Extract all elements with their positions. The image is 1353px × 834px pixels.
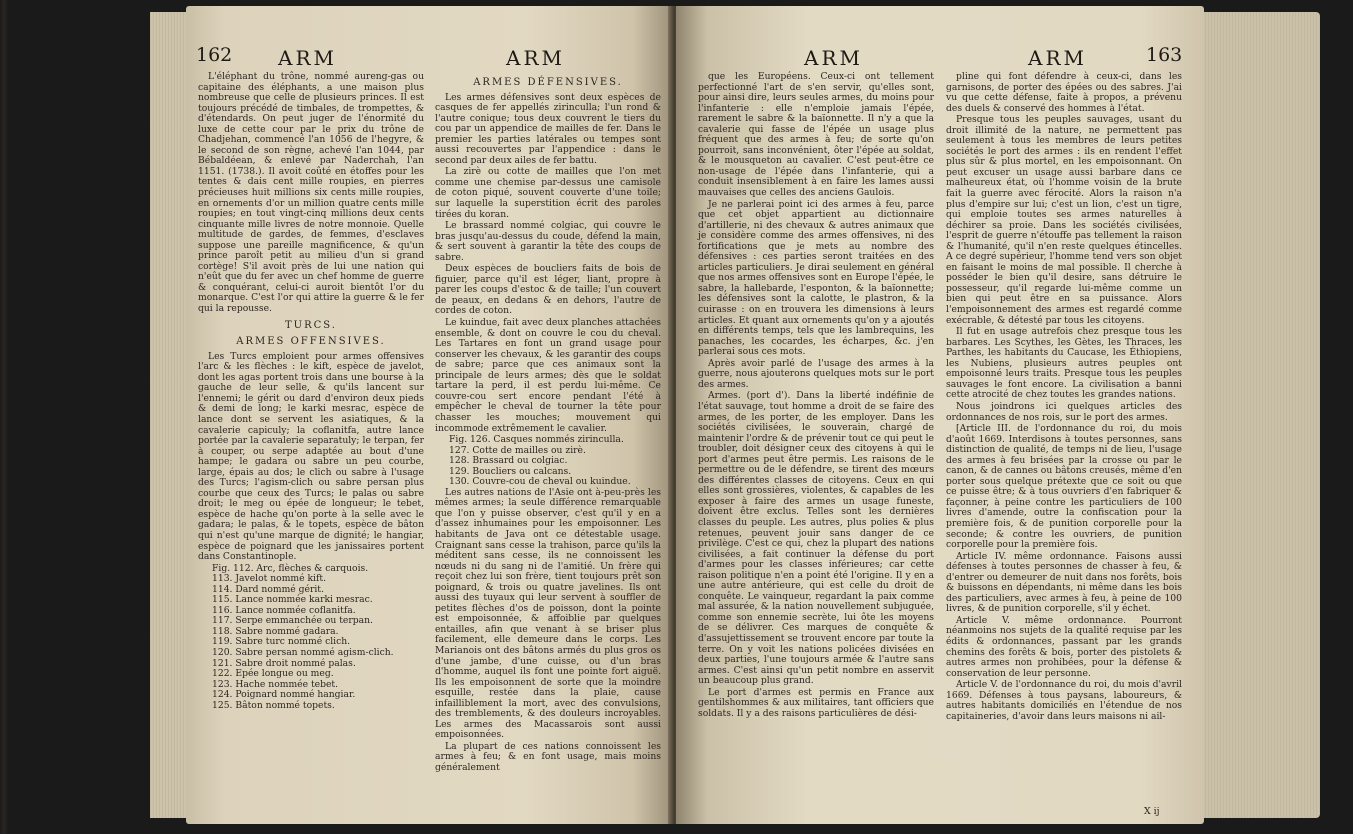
paragraph: Nous joindrons ici quelques articles des ordonnances de nos rois, sur le port des armes. <box>946 400 1182 423</box>
figure-caption: 120. Sabre persan nommé agism-clich. <box>212 646 394 658</box>
figure-caption: 122. Epée longue ou meg. <box>212 668 334 680</box>
figure-caption: 123. Hache nommée tebet. <box>212 678 339 690</box>
paragraph: Le kuindue, fait avec deux planches attachées ensemble, & dont on couvre le cou du cheval. Les Tartares en font un grand usage pour conserver les chevaux, & les garantir des coups de sabre; parce que ces animaux sont la principale de leurs armes; dès que le soldat tartare la perd, il est perdu lui-même. Ce couvre-cou sert encore pendant l'été à empêcher le cheval de tourner la tête pour chasser les mouches; mouvement qui incommode extrêmement le cavalier. <box>435 317 661 434</box>
paragraph: que les Européens. Ceux-ci ont tellement perfectionné l'art de s'en servir, qu'elles sont, pour ainsi dire, leurs seules armes, du moins pour l'infanterie : elle n'emploie jamais l'épée, rarement le sabre & la baïonnette. Il n'y a que la cavalerie qui fasse de l'épée un usage plus fréquent que des armes à feu; de sorte qu'on pourroit, sans inconvénient, ôter l'épée au soldat, & le mousqueton au cavalier. C'est peut-être ce non-usage de l'épée dans l'infanterie, qui a conduit insensiblement à en faire les lames aussi mauvaises que celles des anciens Gaulois. <box>698 71 934 199</box>
figure-caption: Fig. 112. Arc, flèches & carquois. <box>212 562 369 574</box>
figure-caption: 113. Javelot nommé kift. <box>212 573 326 585</box>
right-page-column-2 <box>946 72 1182 723</box>
figure-caption: 121. Sabre droit nommé palas. <box>212 657 356 669</box>
paragraph: Il fut en usage autrefois chez presque tous les barbares. Les Scythes, les Gètes, les Thraces, les Parthes, les habitants du Caucase, les Éthiopiens, les Nubiens, plusieurs autres peuples ont empoisonné leurs traits. Presque tous les peuples sauvages le font encore. La civilisation a banni cette atrocité de chez toutes les grandes nations. <box>946 326 1182 401</box>
paragraph: Le brassard nommé colgiac, qui couvre le bras jusqu'au-dessus du coude, défend la main, & sert souvent à garantir la tête des coups de sabre. <box>435 220 661 263</box>
right-page-edges <box>1204 12 1320 818</box>
figure-caption: 118. Sabre nommé gadara. <box>212 625 339 637</box>
running-head-left-col2: ARM <box>506 46 565 70</box>
paragraph: Article V. même ordonnance. Pourront néanmoins nos sujets de la qualité requise par les édits & ordonnances, passant par les grands chemins des forêts & bois, porter des pistolets & autres armes non prohibées, pour la défense & conservation de leur personne. <box>946 614 1182 679</box>
running-head-left: ARM <box>278 46 337 70</box>
paragraph: Je ne parlerai point ici des armes à feu, parce que cet objet appartient au dictionnaire d'artillerie, ni des chevaux & autres animaux que je considère comme des armes offensives, ni des fortifications que je mets au nombre des défensives : ces parties seront traitées en des articles particuliers. Je dirai seulement en général que nos armes offensives sont en Europe l'épée, le sabre, la hallebarde, l'esponton, & la baïonnette; les défensives sont la calotte, le plastron, & la cuirasse : on en trouvera les dimensions à leurs articles. Et quant aux ornements qu'on y a ajoutés en différents temps, tels que les lambrequins, les panaches, les cocardes, les écharpes, &c. j'en parlerai sous ces mots. <box>698 198 934 358</box>
paragraph: Après avoir parlé de l'usage des armes à la guerre, nous ajouterons quelques mots sur le port des armes. <box>698 357 934 390</box>
figure-caption: 128. Brassard ou colgiac. <box>449 455 568 467</box>
right-page <box>676 6 1204 824</box>
running-head-right: ARM <box>1028 46 1087 70</box>
paragraph: [Article III. de l'ordonnance du roi, du mois d'août 1669. Interdisons à toutes personnes, sans distinction de qualité, de temps ni de lieu, l'usage des armes à feu brisées par la crosse ou par le canon, & de cannes ou bâtons creusés, même d'en porter sous quelque prétexte que ce soit ou que ce puisse être; & à tous ouvriers d'en fabriquer & façonner, à peine contre les particuliers de 100 livres d'amende, outre la confiscation pour la première fois, & de punition corporelle pour la seconde; & contre les ouvriers, de punition corporelle pour la première fois. <box>946 423 1182 551</box>
section-heading: ARMES DÉFENSIVES. <box>473 77 623 88</box>
paragraph: Article V. de l'ordonnance du roi, du mois d'avril 1669. Défenses à tous paysans, laboureurs, & autres habitants domiciliés en l'étendue de nos capitaineries, d'avoir dans leurs maisons ni ail- <box>946 679 1182 722</box>
figure-caption: 129. Boucliers ou calcans. <box>449 465 572 477</box>
paragraph: Article IV. même ordonnance. Faisons aussi défenses à toutes personnes de chasser à feu, & d'entrer ou demeurer de nuit dans nos forêts, bois & buissons en dépendants, ni même dans les bois des particuliers, avec armes à feu, à peine de 100 livres, & de punition corporelle, s'il y échet. <box>946 550 1182 615</box>
paragraph: Presque tous les peuples sauvages, usant du droit illimité de la nature, ne permettent pas seulement à tous les membres de leurs petites sociétés le port des armes : ils en rendent l'effet plus sûr & plus mortel, en les empoisonnant. On peut excuser un usage aussi barbare dans ce malheureux état, où l'homme voisin de la brute fait la guerre avec férocité. Alors la raison n'a plus d'empire sur lui; c'est un lion, c'est un tigre, qui emploie toutes ses armes naturelles à déchirer sa proie. Dans les sociétés civilisées, l'esprit de guerre n'étouffe pas tellement la raison & l'humanité, qu'il n'en reste quelques étincelles. A ce degré supérieur, l'homme tend vers son objet en faisant le moins de mal possible. Il cherche à posséder le bien qu'il desire, sans détruire le possesseur, qu'il regarde lui-même comme un bien qui peut être en sa puissance. Alors l'empoisonnement des armes est regardé comme exécrable, & détesté par tous les citoyens. <box>946 114 1182 326</box>
paragraph: Les autres nations de l'Asie ont à-peu-près les mêmes armes; la seule différence remarquable que l'on y puisse observer, c'est qu'il y en a d'assez inhumaines pour les empoisonner. Les habitants de Java ont ce détestable usage. Craignant sans cesse la trahison, parce qu'ils la méditent sans cesse, ils ne connoissent les nœuds ni du sang ni de l'amitié. Un frère qui reçoit chez lui son frère, tient toujours prêt son poignard, & trois ou quatre javelines. Ils ont aussi des tuyaux qui leur servent à souffler de petites flèches d'os de poisson, dont la pointe est empoisonnée, & affoiblie par quelques entailles, afin que venant à se briser plus facilement, elle demeure dans le corps. Les Marianois ont des bâtons armés du plus gros os d'une jambe, d'une cuisse, ou d'un bras d'homme, auquel ils font une pointe fort aiguë. Ils les empoisonnent de sorte que la moindre esquille, restée dans la plaie, cause infailliblement la mort, avec des convulsions, des tremblements, & des douleurs incroyables. Les armes des Macassarois sont aussi empoisonnées. <box>435 486 661 741</box>
figure-caption: 125. Bâton nommé topets. <box>212 699 335 711</box>
paragraph: Les Turcs emploient pour armes offensives l'arc & les flèches : le kift, espèce de javelot, dont les agas portent trois dans une bourse à la gauche de leur selle, & qu'ils lancent sur l'ennemi; le gérit ou dard d'environ deux pieds & demi de long; le karki mesrac, espèce de lance dont se servent les asiatiques, & la cavalerie capiculy; la coflanitfa, autre lance portée par la cavalerie separatuly; le terpan, fer à couper, ou serpe adaptée au bout d'une hampe; le gadara ou sabre un peu courbe, large, épais au dos; le clich ou sabre à l'usage des Turcs; l'agism-clich ou sabre persan plus courbe que ceux des Turcs; le palas ou sabre droit; le meg ou épée de longueur; le tebet, espèce de hache qu'on porte à la selle avec le gadara; le palas, & le topets, espèce de bâton qui n'est qu'une marque de dignité; le hangiar, espèce de poignard que les janissaires portent dans Constantinople. <box>198 350 424 563</box>
signature-mark: X ij <box>1144 806 1160 817</box>
figure-caption: 114. Dard nommé gérit. <box>212 583 324 595</box>
page-number-left: 162 <box>196 44 233 66</box>
paragraph: pline qui font défendre à ceux-ci, dans les garnisons, de porter des épées ou des sabres. J'ai vu que cette défense, faite à propos, a prévenu des duels & conservé des hommes à l'état. <box>946 71 1182 114</box>
paragraph: Armes. (port d'). Dans la liberté indéfinie de l'état sauvage, tout homme a droit de se faire des armes, de les porter, de les employer. Dans les sociétés civilisées, le souverain, chargé de maintenir l'ordre & de prévenir tout ce qui peut le troubler, doit désigner ceux des citoyens à qui le port d'armes peut être permis. Les raisons de le permettre ou de le défendre, se tirent des mœurs des différentes classes de citoyens. Ceux en qui elles sont grossières, violentes, & capables de les exposer à faire des armes un usage funeste, doivent être exclus. Telles sont les dernières classes du peuple. Les autres, plus polies & plus retenues, peuvent jouir sans danger de ce privilège. C'est ce qui, chez la plupart des nations civilisées, a fait continuer la défense du port d'armes pour les classes inférieures; car cette raison politique n'en a point été l'origine. Il y en a une autre antérieure, qui est celle du droit de conquête. Le vainqueur, regardant la paix comme mal assurée, & la nation nouvellement subjuguée, comme son ennemie secrète, lui ôte les moyens de se délivrer. Ces marques de conquête & d'assujettissement se trouvent encore par toute la terre. On y voit les nations policées divisées en deux parties, l'une toujours armée & l'autre sans armes. C'est ainsi qu'un petit nombre en asservit un beaucoup plus grand. <box>698 390 934 687</box>
paragraph: La zirè ou cotte de mailles que l'on met comme une chemise par-dessus une camisole de coton piqué, souvent couverte d'une toile; sur laquelle la superstition écrit des paroles tirées du koran. <box>435 166 661 220</box>
paragraph: La plupart de ces nations connoissent les armes à feu; & en font usage, mais moins généralement <box>435 740 661 773</box>
figure-caption: 117. Serpe emmanchée ou terpan. <box>212 615 373 627</box>
paragraph: Deux espèces de boucliers faits de bois de figuier, parce qu'il est léger, liant, propre à parer les coups d'estoc & de taille; l'un couvert de peaux, en dedans & en dehors, l'autre de cordes de coton. <box>435 263 661 317</box>
section-heading: TURCS. <box>285 319 337 331</box>
figure-caption: 119. Sabre turc nommé clich. <box>212 636 351 648</box>
left-page-column-1 <box>198 72 424 711</box>
figure-caption: 115. Lance nommée karki mesrac. <box>212 594 373 606</box>
running-head-right-col1: ARM <box>804 46 863 70</box>
figure-caption: Fig. 126. Casques nommés zirinculla. <box>449 434 624 446</box>
paragraph: Le port d'armes est permis en France aux gentilshommes & aux militaires, tant officiers que soldats. Il y a des raisons particulières de dési- <box>698 686 934 719</box>
left-page <box>186 6 672 824</box>
paragraph: L'éléphant du trône, nommé aureng-gas ou capitaine des éléphants, a une maison plus nombreuse que celle de plusieurs princes. Il est toujours précédé de timbales, de trompettes, & d'étendards. On peut juger de l'énormité du luxe de cette cour par le prix du trône de Chadjehan, commencé l'an 1056 de l'hegyre, & le second de son règne, achevé l'an 1044, par Bébaldéean, & enlevé par Naderchah, l'an 1151. (1738.). Il avoit coûté en étoffes pour les tentes & dais cent mille roupies, en pierres précieuses huit millions six cents mille roupies, en ornements d'or un million quatre cents mille roupies; en tout vingt-cinq millions deux cents cinquante mille livres de notre monnoie. Quelle multitude de gardes, de femmes, d'esclaves suppose une pareille magnificence, & qu'un prince paroît petit au milieu d'un si grand cortège! S'il avoit près de lui une nation qui n'eût que du fer avec un chef homme de guerre & conquérant, celui-ci auroit bientôt l'or du monarque. C'est l'or qui attire la guerre & le fer qui la repousse. <box>198 71 424 315</box>
figure-caption: 130. Couvre-cou de cheval ou kuindue. <box>449 476 631 488</box>
figure-caption: 124. Poignard nommé hangiar. <box>212 689 356 701</box>
paragraph: Les armes défensives sont deux espèces de casques de fer appellés zirinculla; l'un rond & l'autre conique; tous deux couvrent le tiers du cou par un appendice de mailles de fer. Dans le premier les parties latérales ou tempes sont aussi recouvertes par l'appendice : dans le second par deux ailes de fer battu. <box>435 91 661 166</box>
figure-caption: 127. Cotte de mailles ou zirè. <box>449 444 586 456</box>
page-number-right: 163 <box>1146 44 1183 66</box>
right-page-column-1 <box>698 72 934 720</box>
left-page-edges <box>150 12 186 818</box>
section-heading: ARMES OFFENSIVES. <box>236 336 386 348</box>
left-page-column-2 <box>435 72 661 775</box>
figure-caption: 116. Lance nommée coflanitfa. <box>212 604 356 616</box>
